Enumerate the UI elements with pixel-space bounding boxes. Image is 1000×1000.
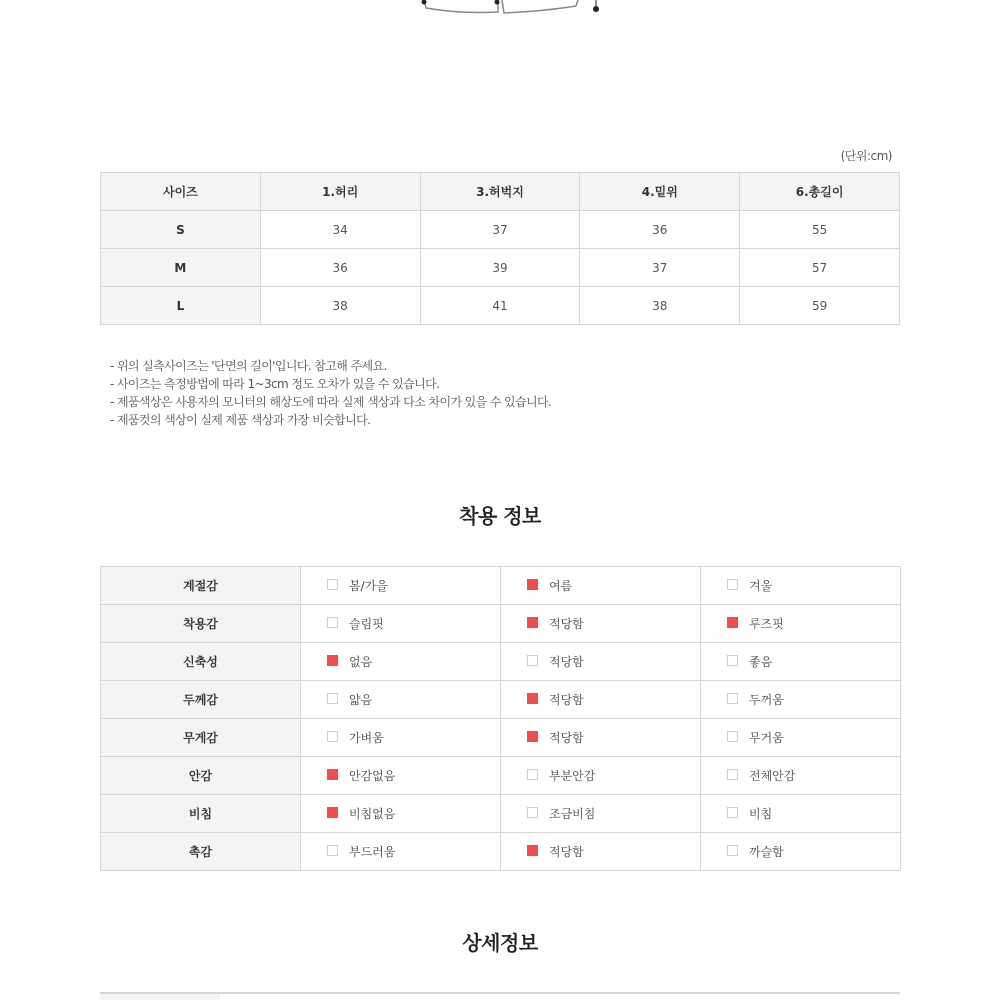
size-table-header: 4.밑위 (580, 173, 740, 211)
size-note: - 제품컷의 색상이 실제 제품 색상과 가장 비슷합니다. (110, 413, 371, 427)
wear-info-option (301, 643, 501, 681)
wear-info-title: 착용 정보 (459, 504, 541, 528)
wear-info-option-label: 안감없음 (349, 769, 396, 783)
wear-info-row (101, 757, 901, 795)
wear-info-option (501, 719, 701, 757)
checked-square-icon (527, 579, 538, 590)
wear-info-option (701, 681, 901, 719)
wear-info-option-label: 전체안감 (749, 769, 796, 783)
wear-info-option (301, 795, 501, 833)
size-table-header: 1.허리 (260, 173, 420, 211)
size-table-header: 3.허벅지 (420, 173, 580, 211)
detail-info-title: 상세정보 (462, 931, 538, 955)
checked-square-icon (327, 807, 338, 818)
wear-info-option-label: 비침없음 (349, 807, 396, 821)
wear-info-row (101, 681, 901, 719)
wear-info-option (501, 833, 701, 871)
unchecked-square-icon (327, 579, 338, 590)
size-table-header-row (101, 173, 900, 211)
size-value: 41 (420, 287, 580, 325)
size-value: 34 (260, 211, 420, 249)
wear-info-option (501, 605, 701, 643)
wear-info-option (301, 757, 501, 795)
wear-info-option (701, 719, 901, 757)
unchecked-square-icon (727, 845, 738, 856)
wear-info-option (701, 795, 901, 833)
checked-square-icon (527, 845, 538, 856)
unchecked-square-icon (327, 845, 338, 856)
unchecked-square-icon (527, 769, 538, 780)
wear-info-option-label: 얇음 (349, 693, 373, 707)
wear-info-row (101, 643, 901, 681)
wear-info-option (701, 757, 901, 795)
wear-info-option-label: 여름 (549, 579, 573, 593)
size-table-row (101, 211, 900, 249)
size-value: 38 (260, 287, 420, 325)
wear-info-option-label: 겨울 (749, 579, 773, 593)
wear-info-row (101, 833, 901, 871)
wear-info-option (701, 567, 901, 605)
wear-info-option-label: 조금비침 (549, 807, 596, 821)
size-value: 37 (580, 249, 740, 287)
wear-info-row (101, 795, 901, 833)
unchecked-square-icon (327, 693, 338, 704)
size-label: L (101, 287, 261, 325)
wear-info-option-label: 적당함 (549, 731, 584, 745)
size-table-header: 사이즈 (101, 173, 261, 211)
size-value: 38 (580, 287, 740, 325)
wear-info-option-label: 가벼움 (349, 731, 384, 745)
wear-info-option-label: 적당함 (549, 617, 584, 631)
wear-info-option-label: 비침 (749, 807, 773, 821)
size-note: - 사이즈는 측정방법에 따라 1~3cm 정도 오차가 있을 수 있습니다. (110, 377, 440, 391)
size-table-row (101, 287, 900, 325)
wear-info-option (301, 681, 501, 719)
wear-info-label: 착용감 (101, 605, 301, 643)
size-table (100, 172, 900, 325)
unchecked-square-icon (727, 769, 738, 780)
wear-info-label: 두께감 (101, 681, 301, 719)
wear-info-option (701, 643, 901, 681)
wear-info-option (501, 681, 701, 719)
wear-info-option (301, 719, 501, 757)
wear-info-option (301, 833, 501, 871)
wear-info-table (100, 566, 901, 871)
size-value: 57 (740, 249, 900, 287)
unchecked-square-icon (727, 731, 738, 742)
wear-info-option-label: 부드러움 (349, 845, 396, 859)
size-notes (110, 357, 551, 429)
wear-info-row (101, 567, 901, 605)
product-measurement-illustration (0, 0, 1000, 20)
size-note: - 제품색상은 사용자의 모니터의 해상도에 따라 실제 색상과 다소 차이가 있을 수 있습니다. (110, 395, 552, 409)
size-value: 55 (740, 211, 900, 249)
size-value: 36 (580, 211, 740, 249)
wear-info-label: 비침 (101, 795, 301, 833)
wear-info-option (501, 757, 701, 795)
unchecked-square-icon (727, 807, 738, 818)
wear-info-option-label: 좋음 (749, 655, 773, 669)
wear-info-label: 촉감 (101, 833, 301, 871)
size-label: M (101, 249, 261, 287)
wear-info-option-label: 적당함 (549, 845, 584, 859)
wear-info-option-label: 루즈핏 (749, 617, 784, 631)
wear-info-option-label: 적당함 (549, 655, 584, 669)
wear-info-option (501, 567, 701, 605)
checked-square-icon (527, 617, 538, 628)
wear-info-label: 계절감 (101, 567, 301, 605)
wear-info-option-label: 슬림핏 (349, 617, 384, 631)
size-value: 39 (420, 249, 580, 287)
checked-square-icon (527, 731, 538, 742)
size-unit-label: (단위:cm) (840, 149, 892, 163)
wear-info-option-label: 부분안감 (549, 769, 596, 783)
size-table-header: 6.총길이 (740, 173, 900, 211)
unchecked-square-icon (727, 655, 738, 666)
wear-info-label: 신축성 (101, 643, 301, 681)
wear-info-option (501, 643, 701, 681)
wear-info-option-label: 적당함 (549, 693, 584, 707)
wear-info-option-label: 무거움 (749, 731, 784, 745)
size-table-row (101, 249, 900, 287)
wear-info-option-label: 없음 (349, 655, 373, 669)
unchecked-square-icon (727, 693, 738, 704)
unchecked-square-icon (327, 731, 338, 742)
size-value: 59 (740, 287, 900, 325)
wear-info-row (101, 605, 901, 643)
size-label: S (101, 211, 261, 249)
detail-table-top-edge (100, 992, 900, 1000)
checked-square-icon (727, 617, 738, 628)
unchecked-square-icon (527, 807, 538, 818)
wear-info-label: 안감 (101, 757, 301, 795)
size-value: 37 (420, 211, 580, 249)
size-value: 36 (260, 249, 420, 287)
unchecked-square-icon (327, 617, 338, 628)
wear-info-row (101, 719, 901, 757)
detail-table-header-cell (100, 994, 220, 1000)
checked-square-icon (527, 693, 538, 704)
wear-info-option-label: 두꺼움 (749, 693, 784, 707)
wear-info-option (701, 605, 901, 643)
wear-info-option (501, 795, 701, 833)
wear-info-option-label: 까슬함 (749, 845, 784, 859)
wear-info-option-label: 봄/가을 (349, 579, 388, 593)
unchecked-square-icon (527, 655, 538, 666)
wear-info-option (301, 605, 501, 643)
size-note: - 위의 실측사이즈는 '단면의 길이'입니다. 참고해 주세요. (110, 359, 387, 373)
wear-info-option (301, 567, 501, 605)
wear-info-option (701, 833, 901, 871)
checked-square-icon (327, 769, 338, 780)
unchecked-square-icon (727, 579, 738, 590)
wear-info-label: 무게감 (101, 719, 301, 757)
checked-square-icon (327, 655, 338, 666)
